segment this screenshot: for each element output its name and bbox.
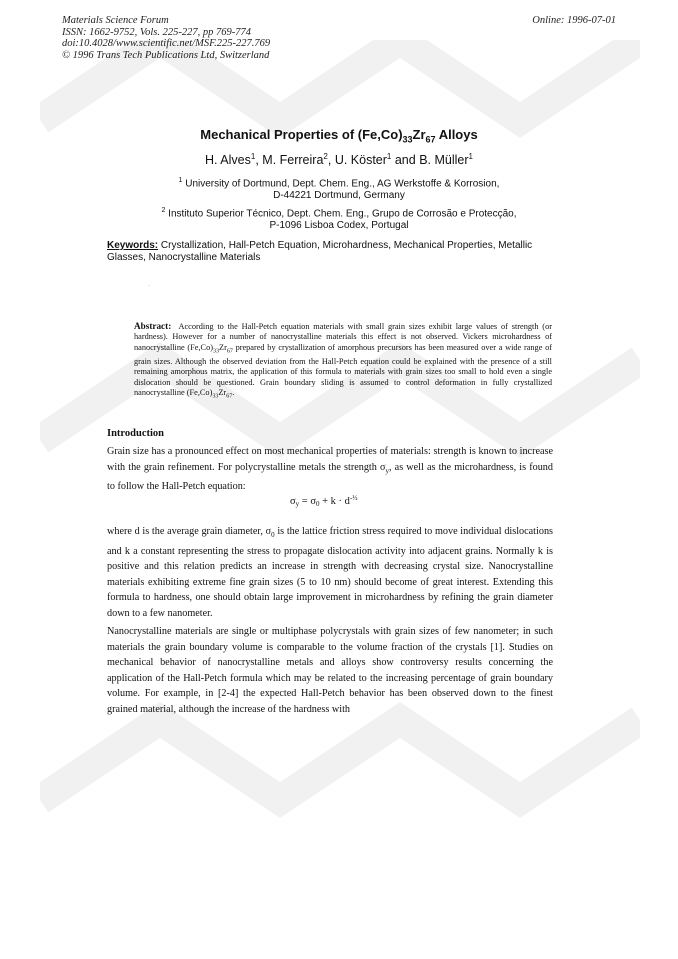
title-text: Alloys <box>435 127 478 142</box>
affiliation-number: 2 <box>161 207 166 214</box>
author-affiliation-mark: 1 <box>250 152 256 161</box>
title-subscript: 33 <box>402 134 413 145</box>
abstract-subscript: 33 <box>213 348 219 355</box>
equation-exponent: -½ <box>349 494 358 502</box>
abstract-subscript: 67 <box>226 393 233 400</box>
author-name: U. Köster <box>334 153 387 168</box>
keywords-block <box>107 240 573 264</box>
paragraph-text: , as well as the microhardness, is found to follow the Hall-Petch equation: <box>107 461 553 493</box>
affiliation-line: Instituto Superior Técnico, Dept. Chem. Eng., Grupo de Corrosão e Protecção, <box>168 208 517 220</box>
author-affiliation-mark: 1 <box>386 152 392 161</box>
stray-mark: · <box>148 283 150 289</box>
abstract-text: prepared by crystallization of amorphous precursors has been measured over a wide range of grain sizes. Although the observed deviation from the Hall-Petch equation could be explained with the presence of a still remaining amorphous matrix, the application of this formula to materials with grain sizes too small to hold even a single dislocation should be questioned. Grain boundary sliding is assumed to control deformation in fully crystallized nanocrystalline (Fe,Co) <box>134 342 553 398</box>
intro-paragraph-3: Nanocrystalline materials are single or multiphase polycrystals with grain sizes of few nanometer; in such materials the grain boundary volume is comparable to the volume fraction of the crystals [1]. Studies on mechanical behavior of nanocrystalline metals and alloys show controversy results concerning the application of the Hall-Petch formula which may be related to the increasing percentage of grain boundary volume. For example, in [2-4] the expected Hall-Petch behavior has been observed down to the finest grained material, although the increase of the hardness with <box>107 626 553 715</box>
journal-name: Materials Science Forum <box>62 15 169 26</box>
equation-subscript: y <box>295 500 300 508</box>
equation-symbol: σ <box>290 496 296 507</box>
title-text: Zr <box>412 127 426 142</box>
abstract-text: According to the Hall-Petch equation materials with small grain sizes exhibit large values of strength (or hardness). However for a number of nanocrystalline materials this effect is not observed. Vickers microhardness of nanocrystalline (Fe,Co) <box>134 322 552 352</box>
affiliation-line: D-44221 Dortmund, Germany <box>273 190 405 202</box>
author-name: H. Alves <box>205 153 251 168</box>
author-affiliation-mark: 1 <box>468 152 473 161</box>
online-date: Online: 1996-07-01 <box>532 15 616 26</box>
keywords-text: Crystallization, Hall-Petch Equation, Microhardness, Mechanical Properties, Metallic Glasses, Nanocrystalline Materials <box>107 240 533 263</box>
equation-subscript: 0 <box>316 500 320 508</box>
abstract-text: Zr <box>218 388 227 398</box>
author-affiliation-mark: 2 <box>323 152 328 161</box>
paragraph-subscript: y <box>385 466 389 475</box>
abstract-text: Zr <box>219 342 227 352</box>
affiliation-line: P-1096 Lisboa Codex, Portugal <box>269 220 409 232</box>
paragraph-subscript: 0 <box>271 531 275 540</box>
abstract-label: Abstract: <box>134 321 172 331</box>
affiliation-2 <box>0 205 678 232</box>
author-separator: , <box>327 153 335 168</box>
author-separator: , <box>255 153 263 168</box>
keywords-label: Keywords: <box>107 240 159 251</box>
equation-text: = σ <box>299 496 317 507</box>
section-heading-introduction: Introduction <box>107 428 164 439</box>
abstract-block <box>134 321 552 402</box>
affiliation-line: University of Dortmund, Dept. Chem. Eng., AG Werkstoffe & Korrosion, <box>185 178 500 190</box>
equation-text: + k · d <box>319 496 350 507</box>
title-subscript: 67 <box>425 134 436 145</box>
issn-line: ISSN: 1662-9752, Vols. 225-227, pp 769-774 <box>62 26 251 38</box>
intro-paragraph-1 <box>107 444 553 495</box>
paragraph-text: Grain size has a pronounced effect on most mechanical properties of materials: strength is known to increase with the grain refinement. For polycrystalline metals the strength σ <box>107 446 553 473</box>
title-text: Mechanical Properties of (Fe,Co) <box>200 127 403 142</box>
affiliation-1 <box>0 175 678 202</box>
author-list <box>0 152 678 167</box>
paragraph-text: where d is the average grain diameter, σ <box>107 526 272 537</box>
abstract-text: . <box>232 388 235 398</box>
author-name: B. Müller <box>419 153 469 168</box>
abstract-subscript: 33 <box>212 393 219 400</box>
author-separator: and <box>391 153 420 168</box>
copyright-line: © 1996 Trans Tech Publications Ltd, Switzerland <box>62 49 270 61</box>
abstract-subscript: 67 <box>226 348 233 355</box>
doi-link[interactable]: doi:10.4028/www.scientific.net/MSF.225-227.769 <box>62 38 271 49</box>
paragraph-text: is the lattice friction stress required to move individual dislocations and k a constant representing the stress to propagate dislocation activity into adjacent grains. Normally k is positive and this relation predicts an increase in strength with decreasing crystal size. Nanocrystalline materials exhibiting extreme fine grain sizes (5 to 10 nm) should become of great interest. Extending this formula to hardness, one should obtain large improvement in microhardness by refining the grain diameter down to a few nanometer. <box>107 526 553 619</box>
hall-petch-equation <box>290 494 358 508</box>
author-name: M. Ferreira <box>262 153 324 168</box>
intro-paragraph-2 <box>107 524 553 622</box>
paper-title <box>0 127 678 145</box>
journal-header <box>62 15 270 61</box>
affiliation-number: 1 <box>178 177 183 184</box>
